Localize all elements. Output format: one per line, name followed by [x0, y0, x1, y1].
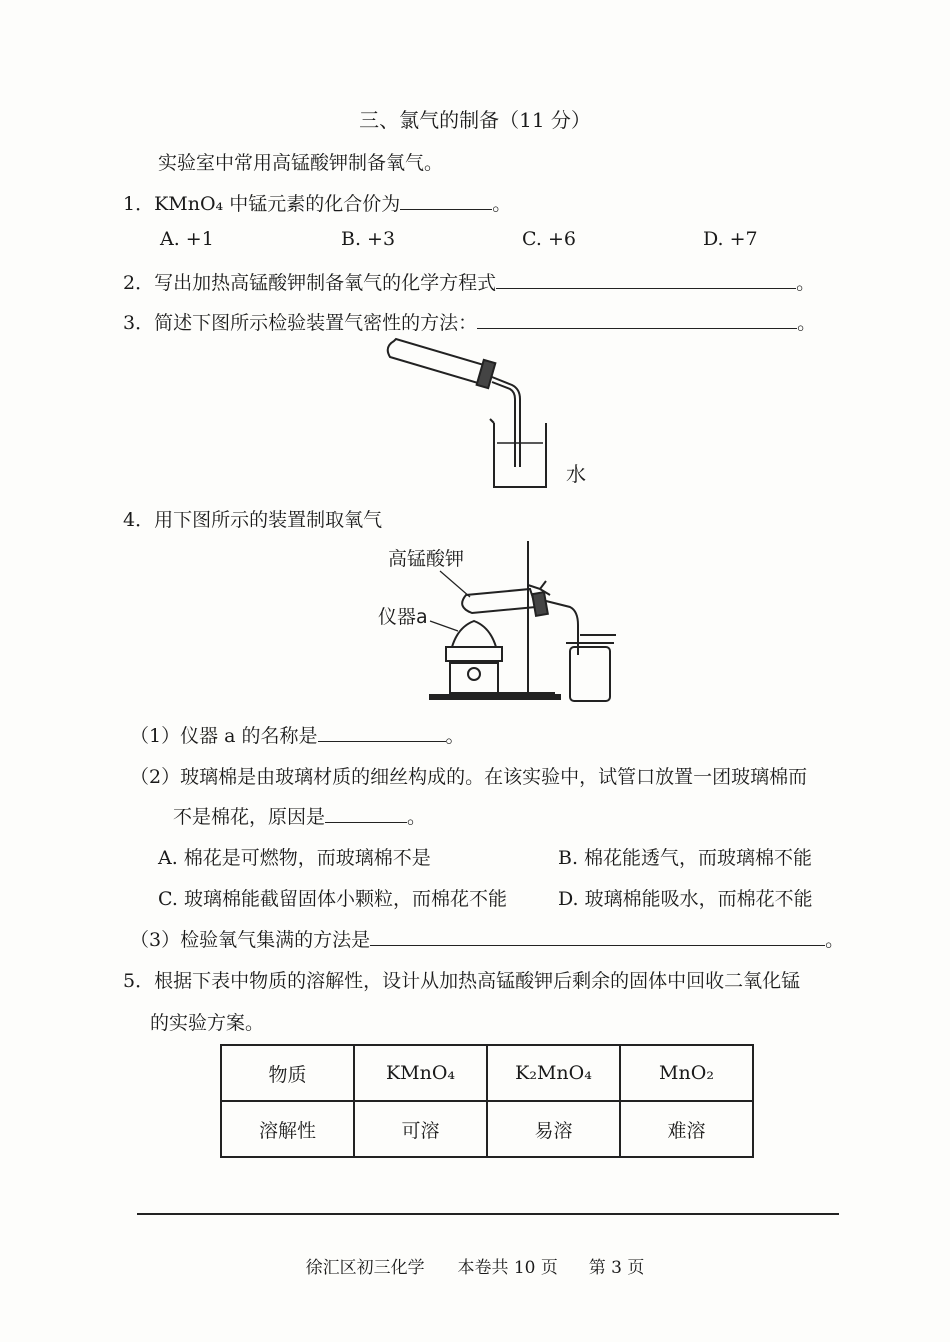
airtightness-apparatus-figure	[380, 335, 600, 495]
table-cell: KMnO₄	[354, 1045, 487, 1101]
q1-option-c: C. +6	[522, 228, 576, 250]
solubility-table	[220, 1044, 754, 1158]
footer-school: 徐汇区初三化学	[305, 1258, 425, 1278]
question-number: 5．	[123, 970, 155, 992]
footer-page-number: 第 3 页	[588, 1258, 645, 1278]
question-3	[123, 308, 816, 335]
question-number: 3．	[123, 312, 155, 334]
answer-blank[interactable]	[400, 193, 492, 210]
instrument-a-label: 仪器a	[378, 606, 428, 628]
answer-blank[interactable]	[370, 929, 825, 946]
question-text: KMnO₄ 中锰元素的化合价为	[154, 193, 401, 215]
period: 。	[445, 725, 465, 747]
table-cell: MnO₂	[620, 1045, 753, 1101]
answer-blank[interactable]	[477, 312, 797, 329]
q4-2-option-c: C. 玻璃棉能截留固体小颗粒，而棉花不能	[158, 888, 507, 910]
table-cell: 难溶	[620, 1101, 753, 1157]
section-title: 三、氯气的制备（11 分）	[359, 108, 591, 132]
period: 。	[407, 806, 427, 828]
question-4-sub-3	[130, 925, 844, 952]
question-text: 根据下表中物质的溶解性，设计从加热高锰酸钾后剩余的固体中回收二氧化锰	[154, 970, 801, 992]
question-4-sub-2-line-1: （2）玻璃棉是由玻璃材质的细丝构成的。在该实验中，试管口放置一团玻璃棉而	[130, 766, 808, 788]
question-5-line-2: 的实验方案。	[150, 1012, 265, 1034]
q4-2-option-b: B. 棉花能透气，而玻璃棉不能	[558, 847, 813, 869]
question-number: 4．	[123, 509, 155, 531]
period: 。	[796, 272, 816, 294]
period: 。	[825, 929, 845, 951]
question-text: （3）检验氧气集满的方法是	[130, 929, 371, 951]
q1-option-a: A. +1	[160, 228, 214, 250]
question-text: 写出加热高锰酸钾制备氧气的化学方程式	[154, 272, 497, 294]
question-text: 不是棉花，原因是	[173, 806, 326, 828]
table-header-substance: 物质	[221, 1045, 354, 1101]
footer-total-pages: 本卷共 10 页	[457, 1258, 558, 1278]
answer-blank[interactable]	[318, 725, 446, 742]
page-footer	[0, 1253, 950, 1278]
q4-2-option-a: A. 棉花是可燃物，而玻璃棉不是	[158, 847, 431, 869]
answer-blank[interactable]	[325, 806, 407, 823]
answer-blank[interactable]	[496, 272, 796, 289]
intro-text: 实验室中常用高锰酸钾制备氧气。	[158, 152, 444, 174]
footer-divider	[137, 1213, 839, 1215]
table-header-solubility: 溶解性	[221, 1101, 354, 1157]
q1-option-b: B. +3	[341, 228, 396, 250]
question-4	[123, 505, 382, 532]
table-cell: 易溶	[487, 1101, 620, 1157]
table-row	[221, 1045, 753, 1101]
q4-2-option-d: D. 玻璃棉能吸水，而棉花不能	[558, 888, 813, 910]
question-4-sub-2-line-2	[173, 802, 426, 829]
question-number: 1．	[123, 193, 155, 215]
water-label: 水	[566, 462, 586, 486]
period: 。	[797, 312, 817, 334]
question-2	[123, 268, 815, 295]
question-number: 2．	[123, 272, 155, 294]
question-text: 用下图所示的装置制取氧气	[154, 509, 383, 531]
question-4-sub-1	[130, 721, 465, 748]
q1-option-d: D. +7	[703, 228, 758, 250]
period: 。	[492, 193, 512, 215]
question-1	[123, 189, 511, 216]
oxygen-preparation-apparatus-figure	[370, 535, 630, 705]
question-text: （1）仪器 a 的名称是	[130, 725, 318, 747]
table-cell: K₂MnO₄	[487, 1045, 620, 1101]
question-text: 简述下图所示检验装置气密性的方法：	[154, 312, 478, 334]
potassium-permanganate-label: 高锰酸钾	[388, 548, 465, 570]
table-row	[221, 1101, 753, 1157]
table-cell: 可溶	[354, 1101, 487, 1157]
question-5-line-1	[123, 966, 800, 993]
